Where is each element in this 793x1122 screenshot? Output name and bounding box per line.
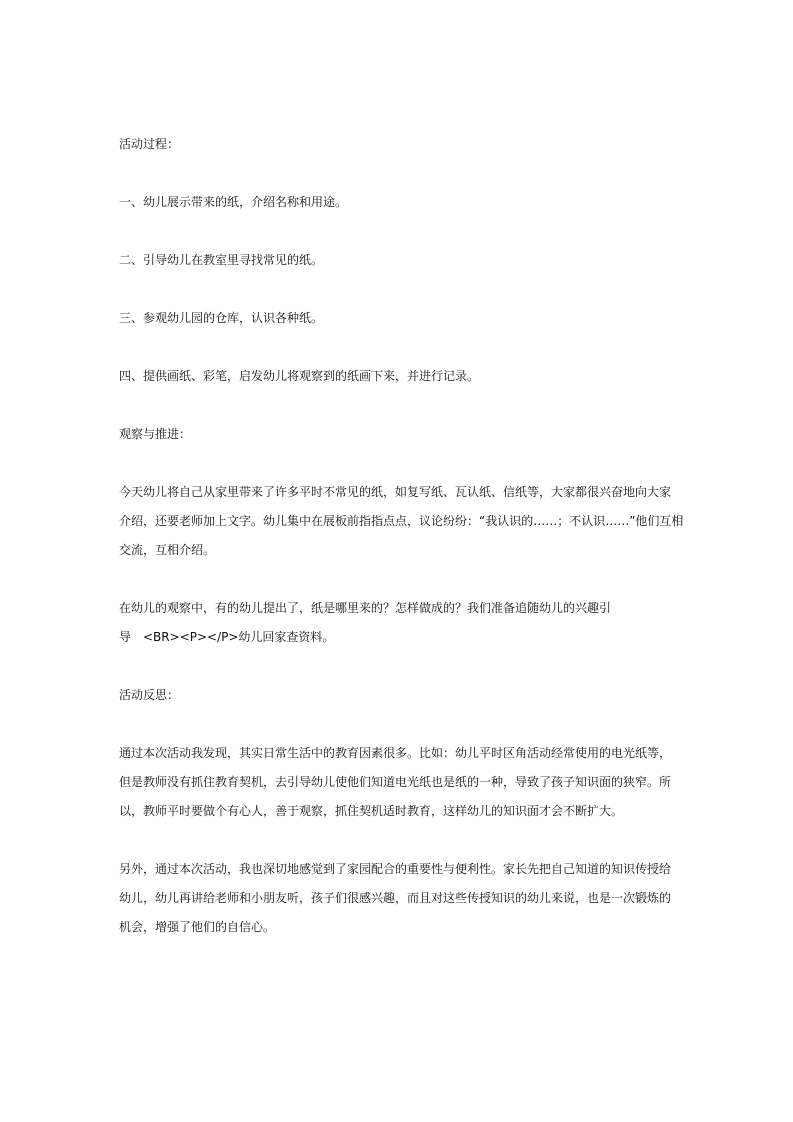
document-body: [119, 130, 684, 942]
observe-paragraph-2: [119, 594, 679, 652]
section-heading-process: 活动过程：: [119, 137, 180, 151]
paragraph-gap: [119, 159, 679, 188]
text-line: 机会，增强了他们的自信心。: [119, 920, 276, 934]
text-line: 幼儿，幼儿再讲给老师和小朋友听，孩子们很感兴趣，而且对这些传授知识的幼儿来说，也是一次锻炼的: [119, 891, 672, 905]
step-1: 一、幼儿展示带来的纸，介绍名称和用途。: [119, 195, 348, 209]
paragraph-gap: [119, 826, 679, 855]
step-4: 四、提供画纸、彩笔，启发幼儿将观察到的纸画下来，并进行记录。: [119, 369, 480, 383]
text-line: 介绍，还要老师加上文字。幼儿集中在展板前指指点点，议论纷纷：“我认识的……；不认识……”他们互相: [119, 514, 684, 528]
text-line: 通过本次活动我发现，其实日常生活中的教育因素很多。比如：幼儿平时区角活动经常使用的电光纸等，: [119, 746, 672, 760]
reflect-paragraph-2: [119, 855, 679, 942]
text-line: 在幼儿的观察中，有的幼儿提出了，纸是哪里来的？怎样做成的？我们准备追随幼儿的兴趣引: [119, 601, 612, 615]
paragraph-gap: [119, 565, 679, 594]
step-3: 三、参观幼儿园的仓库，认识各种纸。: [119, 311, 324, 325]
reflect-paragraph-1: [119, 739, 679, 826]
paragraph-gap: [119, 652, 679, 681]
paragraph-gap: [119, 275, 679, 304]
text-line: 另外，通过本次活动，我也深切地感觉到了家园配合的重要性与便利性。家长先把自己知道的知识传授给: [119, 862, 672, 876]
paragraph-gap: [119, 449, 679, 478]
text-line: 交流，互相介绍。: [119, 543, 216, 557]
observe-paragraph-1: [119, 478, 684, 565]
text-line: 但是教师没有抓住教育契机，去引导幼儿使他们知道电光纸也是纸的一种，导致了孩子知识面的狭窄。所: [119, 775, 672, 789]
text-line: 以，教师平时要做个有心人，善于观察，抓住契机适时教育，这样幼儿的知识面才会不断扩大。: [119, 804, 624, 818]
paragraph-gap: [119, 710, 679, 739]
text-line: 导 <BR><P></P>幼儿回家查资料。: [119, 630, 335, 644]
paragraph-gap: [119, 217, 679, 246]
text-line: 今天幼儿将自己从家里带来了许多平时不常见的纸，如复写纸、瓦认纸、信纸等，大家都很兴奋地向大家: [119, 485, 672, 499]
section-heading-reflect: 活动反思：: [119, 688, 180, 702]
section-heading-observe: 观察与推进：: [119, 427, 192, 441]
paragraph-gap: [119, 391, 679, 420]
step-2: 二、引导幼儿在教室里寻找常见的纸。: [119, 253, 324, 267]
paragraph-gap: [119, 333, 679, 362]
